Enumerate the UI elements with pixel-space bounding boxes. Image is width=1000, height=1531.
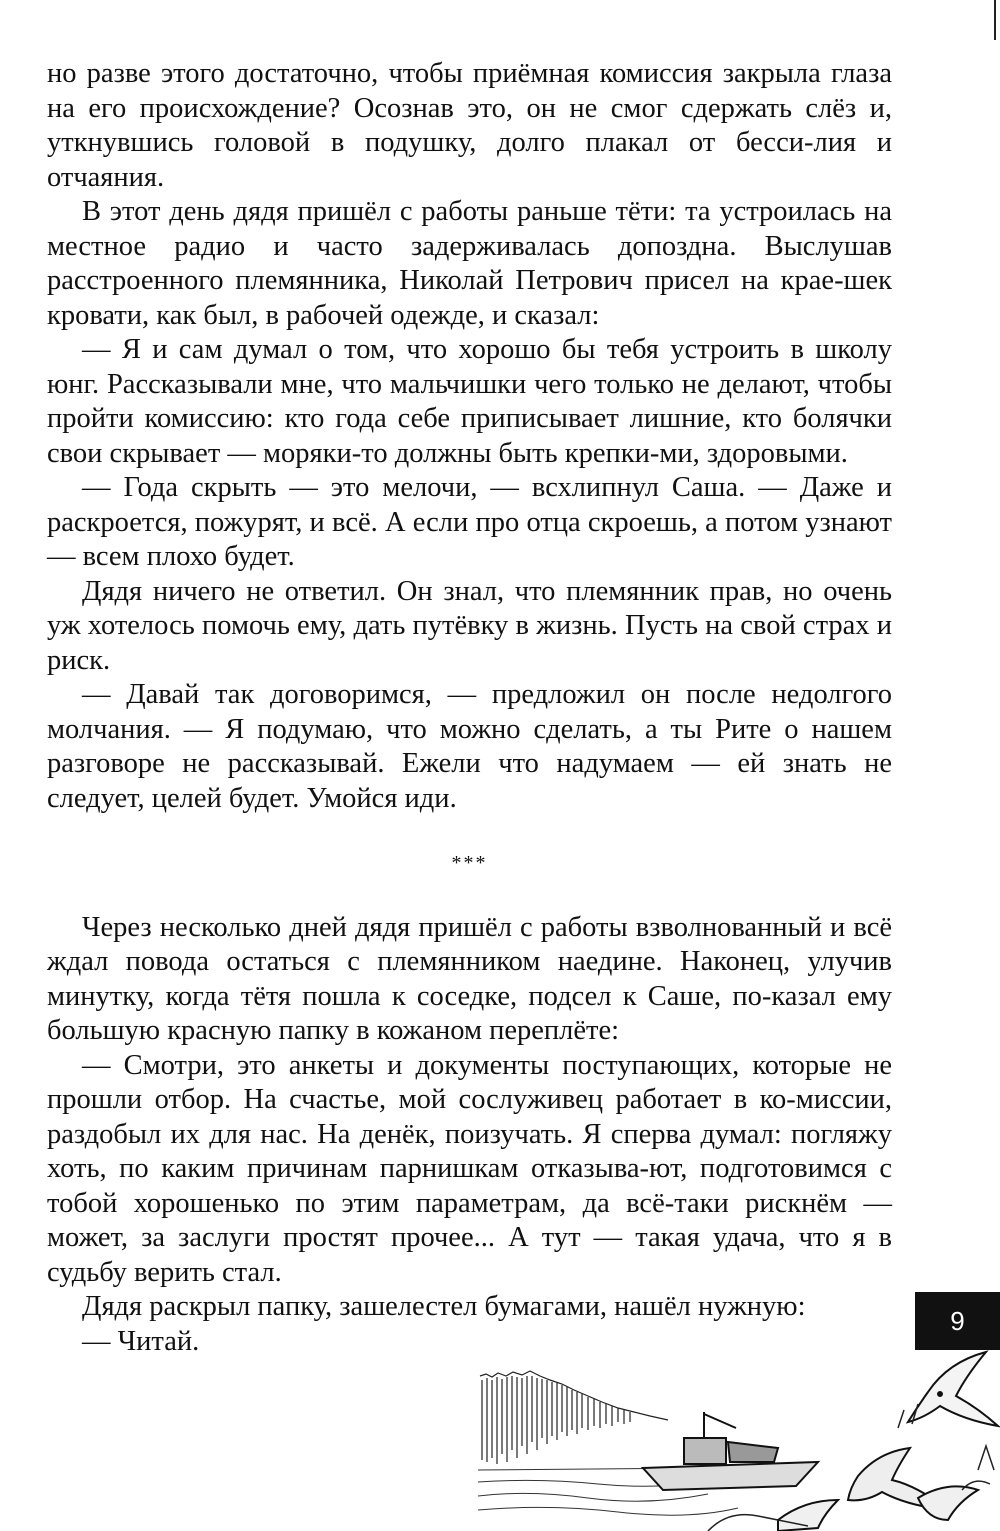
section-separator: ***	[451, 852, 488, 874]
paragraph: но разве этого достаточно, чтобы приёмная комиссия закрыла глаза на его происхождение? Осознав это, он не смог сдержать слёз и, уткнувшись головой в подушку, долго плакал от бесси-лия и отчаяния.	[47, 58, 892, 193]
paragraph: — Давай так договоримся, — предложил он после недолгого молчания. — Я подумаю, что можно сделать, а ты Рите о нашем разговоре не рассказывай. Ежели что надумаем — ей знать не следует, целей будет. Умойся иди.	[47, 679, 892, 814]
page-number: 9	[950, 1305, 965, 1336]
paragraph: — Я и сам думал о том, что хорошо бы тебя устроить в школу юнг. Рассказывали мне, что мальчишки чего только не делают, чтобы пройти комиссию: кто года себе приписывает лишние, кто болячки свои скрывает — моряки-то должны быть крепки-ми, здоровыми.	[47, 334, 892, 469]
cliff-hatching	[480, 1371, 668, 1464]
paragraph: Дядя ничего не ответил. Он знал, что племянник прав, но очень уж хотелось помочь ему, дать путёвку в жизнь. Пусть на свой страх и риск.	[47, 575, 892, 676]
paragraph: Дядя раскрыл папку, зашелестел бумагами, нашёл нужную:	[82, 1291, 806, 1322]
page-number-tab	[915, 1292, 1000, 1350]
body-text	[47, 57, 892, 1359]
paragraph: — Читай.	[82, 1325, 200, 1357]
paragraph: Через несколько дней дядя пришёл с работы взволнованный и всё ждал повода остаться с племянником наедине. Наконец, улучив минутку, когда тётя пошла к соседке, подсел к Саше, по-казал ему большую красную папку в кожаном переплёте:	[47, 911, 892, 1046]
sea-gulls-boat-illustration	[478, 1350, 1000, 1531]
paragraph: — Смотри, это анкеты и документы поступающих, которые не прошли отбор. На счастье, мой сослуживец работает в ко-миссии, раздобыл их для нас. На денёк, поизучать. Я сперва думал: погляжу хоть, по каким причинам парнишкам отказыва-ют, подготовимся с тобой хорошенько по этим параметрам, да всё-таки рискнём — может, за заслуги простят прочее... А тут — такая удача, что я в судьбу верить стал.	[47, 1049, 892, 1288]
gull-icon	[908, 1352, 998, 1426]
paragraph: В этот день дядя пришёл с работы раньше тёти: та устроилась на местное радио и часто задерживалась допоздна. Выслушав расстроенного племянника, Николай Петрович присел на крае-шек кровати, как был, в рабочей одежде, и сказал:	[47, 196, 892, 331]
page-edge-line	[994, 0, 996, 40]
boat-icon	[643, 1412, 818, 1490]
paragraph: — Года скрыть — это мелочи, — всхлипнул Саша. — Даже и раскроется, пожурят, и всё. А если про отца скроешь, а потом узнают — всем плохо будет.	[47, 472, 892, 572]
